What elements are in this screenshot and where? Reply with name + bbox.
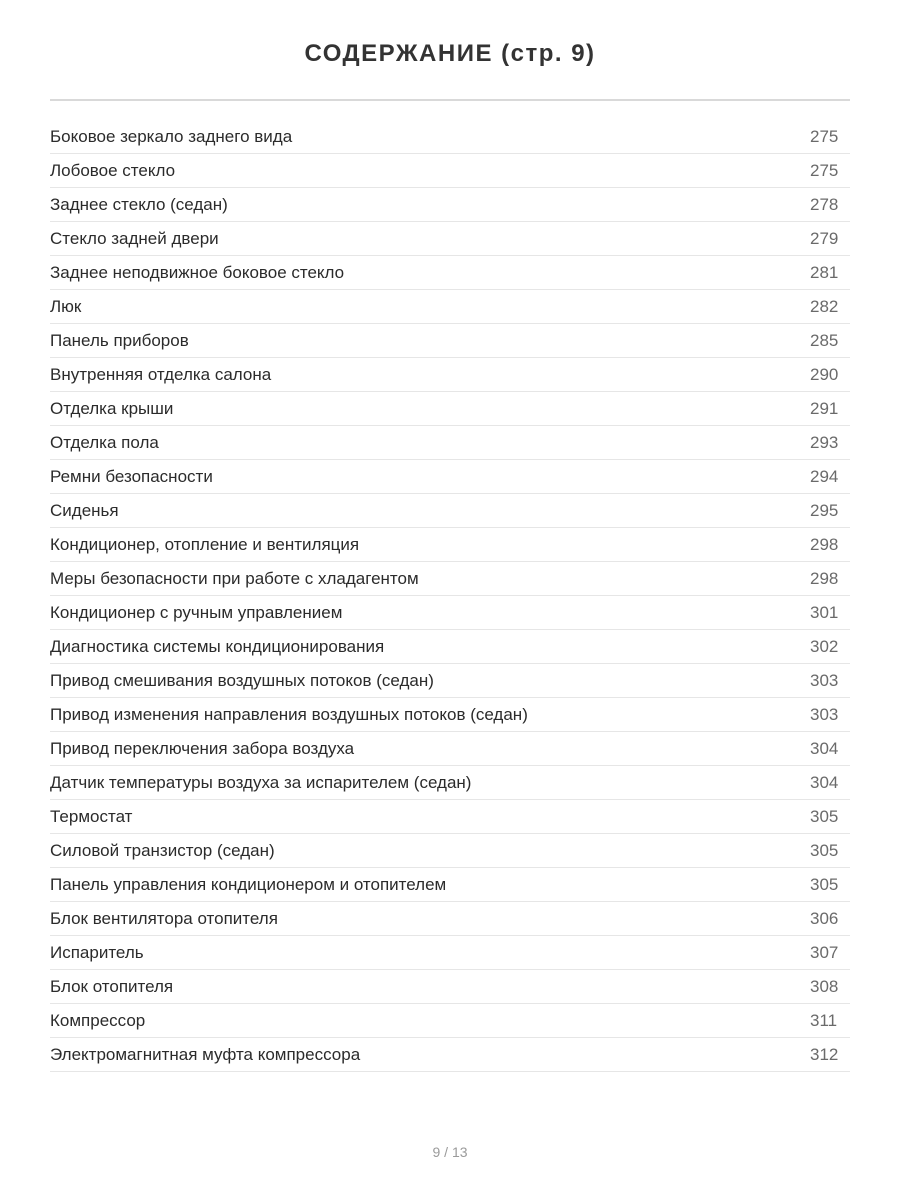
toc-entry-title: Электромагнитная муфта компрессора — [50, 1045, 361, 1064]
toc-entry-title: Сиденья — [50, 501, 119, 520]
toc-entry-title: Стекло задней двери — [50, 229, 219, 248]
toc-entry-page-number: 312 — [810, 1045, 839, 1064]
toc-entry-title: Кондиционер, отопление и вентиляция — [50, 535, 360, 554]
toc-entry-page-number: 279 — [810, 229, 839, 248]
toc-entry[interactable] — [50, 120, 850, 154]
toc-entry[interactable] — [50, 188, 850, 222]
toc-entry-page-number: 305 — [810, 875, 839, 894]
toc-entry-title: Отделка крыши — [50, 399, 174, 418]
toc-entry-title: Меры безопасности при работе с хладагентом — [50, 569, 419, 588]
toc-entry[interactable] — [50, 290, 850, 324]
toc-entry-title: Кондиционер с ручным управлением — [50, 603, 343, 622]
toc-entry-page-number: 305 — [810, 841, 839, 860]
toc-entry[interactable] — [50, 256, 850, 290]
toc-entry[interactable] — [50, 834, 850, 868]
toc-entry-page-number: 290 — [810, 365, 839, 384]
toc-entry[interactable] — [50, 902, 850, 936]
toc-entry-page-number: 282 — [810, 297, 839, 316]
toc-entry-title: Диагностика системы кондиционирования — [50, 637, 385, 656]
toc-entry[interactable] — [50, 358, 850, 392]
toc-entry[interactable] — [50, 1038, 850, 1072]
toc-entry-page-number: 275 — [810, 127, 839, 146]
toc-entry-page-number: 295 — [810, 501, 839, 520]
toc-entry-title: Панель приборов — [50, 331, 189, 350]
toc-entry-page-number: 281 — [810, 263, 839, 282]
toc-entry[interactable] — [50, 630, 850, 664]
toc-entry[interactable] — [50, 936, 850, 970]
toc-entry[interactable] — [50, 154, 850, 188]
toc-entry-title: Боковое зеркало заднего вида — [50, 127, 293, 146]
toc-entry[interactable] — [50, 698, 850, 732]
toc-entry[interactable] — [50, 426, 850, 460]
toc-entry[interactable] — [50, 732, 850, 766]
toc-entry-title: Лобовое стекло — [50, 161, 176, 180]
toc-entry-page-number: 304 — [810, 773, 839, 792]
toc-entry-page-number: 311 — [810, 1011, 838, 1030]
toc-entry-page-number: 301 — [810, 603, 839, 622]
toc-entry-page-number: 293 — [810, 433, 839, 452]
toc-entry-page-number: 306 — [810, 909, 839, 928]
toc-entry-page-number: 302 — [810, 637, 839, 656]
toc-entry-title: Привод переключения забора воздуха — [50, 739, 355, 758]
toc-entry-page-number: 303 — [810, 671, 839, 690]
page-title: СОДЕРЖАНИЕ (стр. 9) — [304, 40, 596, 67]
toc-entry-page-number: 278 — [810, 195, 839, 214]
toc-entry[interactable] — [50, 1004, 850, 1038]
toc-list — [50, 120, 850, 1072]
toc-entry[interactable] — [50, 596, 850, 630]
toc-entry-page-number: 305 — [810, 807, 839, 826]
toc-entry-page-number: 298 — [810, 569, 839, 588]
toc-entry-page-number: 303 — [810, 705, 839, 724]
toc-entry[interactable] — [50, 562, 850, 596]
toc-entry-title: Термостат — [50, 807, 133, 826]
toc-entry-title: Испаритель — [50, 943, 144, 962]
toc-entry-title: Силовой транзистор (седан) — [50, 841, 275, 860]
toc-entry-title: Заднее неподвижное боковое стекло — [50, 263, 345, 282]
toc-entry-page-number: 294 — [810, 467, 839, 486]
toc-entry[interactable] — [50, 528, 850, 562]
toc-entry[interactable] — [50, 222, 850, 256]
toc-entry-title: Отделка пола — [50, 433, 159, 452]
toc-entry[interactable] — [50, 324, 850, 358]
toc-entry[interactable] — [50, 868, 850, 902]
toc-entry-page-number: 285 — [810, 331, 839, 350]
toc-entry-title: Привод смешивания воздушных потоков (седан) — [50, 671, 434, 690]
toc-entry-title: Блок отопителя — [50, 977, 174, 996]
toc-entry-page-number: 307 — [810, 943, 839, 962]
toc-entry-page-number: 275 — [810, 161, 839, 180]
toc-entry[interactable] — [50, 460, 850, 494]
toc-entry[interactable] — [50, 494, 850, 528]
toc-entry-page-number: 291 — [810, 399, 839, 418]
toc-entry-page-number: 298 — [810, 535, 839, 554]
toc-entry[interactable] — [50, 664, 850, 698]
toc-entry-title: Привод изменения направления воздушных потоков (седан) — [50, 705, 528, 724]
toc-entry-title: Блок вентилятора отопителя — [50, 909, 278, 928]
toc-entry-title: Компрессор — [50, 1011, 146, 1030]
toc-entry[interactable] — [50, 800, 850, 834]
page-number: 9 / 13 — [432, 1144, 468, 1160]
toc-entry-page-number: 304 — [810, 739, 839, 758]
toc-entry-title: Заднее стекло (седан) — [50, 195, 228, 214]
toc-entry-title: Датчик температуры воздуха за испарителем (седан) — [50, 773, 472, 792]
toc-entry-title: Внутренняя отделка салона — [50, 365, 272, 384]
toc-entry[interactable] — [50, 392, 850, 426]
toc-entry-title: Панель управления кондиционером и отопителем — [50, 875, 447, 894]
toc-entry-title: Ремни безопасности — [50, 467, 213, 486]
toc-entry-title: Люк — [50, 297, 82, 316]
toc-entry-page-number: 308 — [810, 977, 839, 996]
toc-entry[interactable] — [50, 970, 850, 1004]
toc-entry[interactable] — [50, 766, 850, 800]
title-divider — [50, 99, 850, 101]
